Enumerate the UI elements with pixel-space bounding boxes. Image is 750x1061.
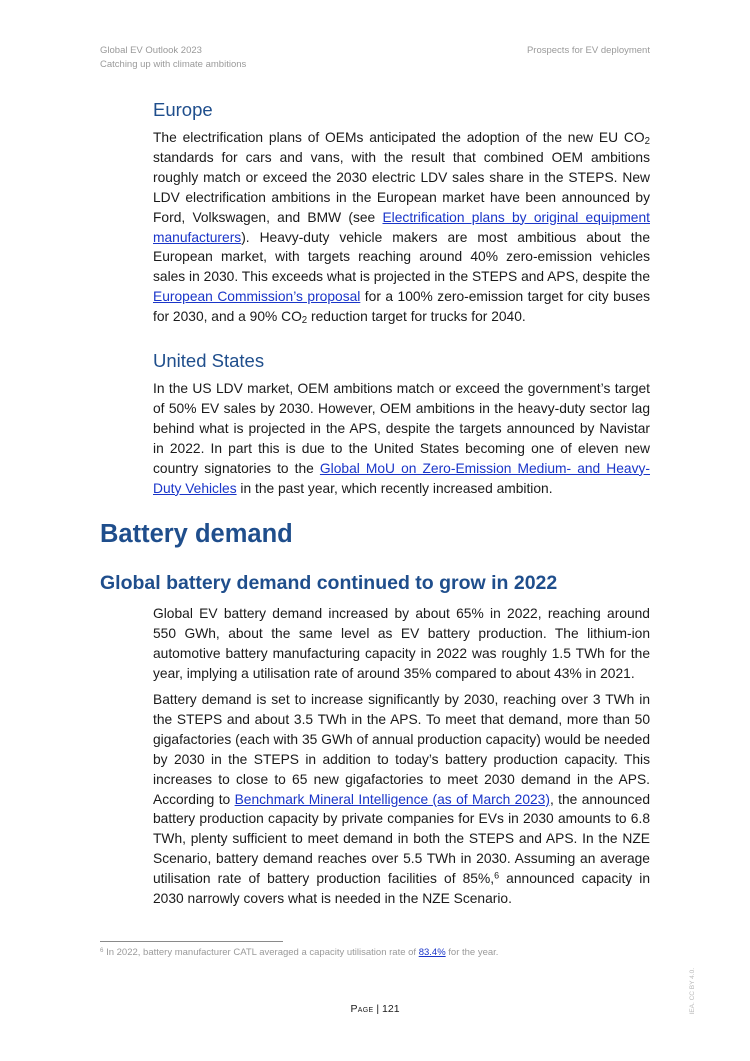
- section-title-europe: Europe: [153, 99, 213, 120]
- license-watermark: IEA. CC BY 4.0.: [689, 968, 696, 1015]
- subheading-global-battery-demand: Global battery demand continued to grow in 2022: [100, 572, 558, 594]
- footnote: $^6$ In 2022, battery manufacturer CATL averaged a capacity utilisation rate of 83.4% for the year.: [100, 946, 499, 958]
- link-catl-utilisation[interactable]: 83.4%: [418, 947, 446, 958]
- footnote-marker: 6: [100, 946, 104, 954]
- link-benchmark-mineral-intelligence[interactable]: Benchmark Mineral Intelligence (as of March 2023): [234, 791, 550, 807]
- paragraph-battery-2: Battery demand is set to increase significantly by 2030, reaching over 3 TWh in the STEPS and about 3.5 TWh in the APS. To meet that demand, more than 50 gigafactories (each with 35 GWh of annual production capacity) would be needed by 2030 in the STEPS in addition to today’s battery production capacity. This increases to close to 65 new gigafactories to meet 2030 demand in the APS. According to Benchmark Mineral Intelligence (as of March 2023), the announced battery production capacity by private companies for EVs in 2030 amounts to 6.8 TWh, plenty sufficient to meet demand in both the STEPS and APS. In the NZE Scenario, battery demand reaches over 5.5 TWh in 2030. Assuming an average utilisation rate of battery production facilities of 85%,$^6$ announced capacity in 2030 narrowly covers what is needed in the NZE Scenario.: [153, 692, 651, 907]
- link-european-commission-proposal[interactable]: European Commission’s proposal: [153, 289, 361, 305]
- paragraph-united-states: In the US LDV market, OEM ambitions match or exceed the government’s target of 50% EV sales by 2030. However, OEM ambitions in the heavy-duty sector lag behind what is projected in the APS, despite the targets announced by Navistar in 2022. In part this is due to the United States becoming one of eleven new country signatories to the Global MoU on Zero-Emission Medium- and Heavy-Duty Vehicles in the past year, which recently increased ambition.: [153, 381, 650, 496]
- running-header-section: Prospects for EV deployment: [526, 45, 650, 56]
- paragraph-europe: The electrification plans of OEMs anticipated the adoption of the new EU $CO_2$ standards for cars and vans, with the result that combined OEM ambitions roughly match or exceed the 2030 electric LDV sales share in the STEPS. New LDV electrification ambitions in the European market have been announced by Ford, Volkswagen, and BMW (see Electrification plans by original equipment manufacturers). Heavy-duty vehicle makers are most ambitious about the European market, with targets reaching around 40% zero-emission vehicles sales in 2030. This exceeds what is projected in the STEPS and APS, despite the European Commission’s proposal for a 100% zero-emission target for city buses for 2030, and a 90% $CO_2$ reduction target for trucks for 2040.: [153, 130, 650, 327]
- footnote-separator: [100, 941, 283, 942]
- footnote-reference[interactable]: 6: [494, 870, 500, 881]
- link-global-mou[interactable]: Global MoU on Zero-Emission Medium- and Heavy-Duty Vehicles: [153, 460, 650, 496]
- page-number: 121: [382, 1003, 400, 1015]
- page-footer: Page | 121: [350, 1003, 400, 1015]
- running-header-left: [100, 44, 246, 72]
- heading-battery-demand: Battery demand: [100, 520, 293, 548]
- document-title: Global EV Outlook 2023: [100, 45, 202, 56]
- section-title-united-states: United States: [153, 350, 265, 371]
- document-subtitle: Catching up with climate ambitions: [100, 59, 247, 70]
- link-electrification-plans[interactable]: Electrification plans by original equipment manufacturers: [153, 209, 650, 245]
- page-label: Page: [350, 1003, 374, 1015]
- paragraph-battery-1: Global EV battery demand increased by about 65% in 2022, reaching around 550 GWh, about the same level as EV battery production. The lithium-ion automotive battery manufacturing capacity in 2022 was roughly 1.5 TWh for the year, implying a utilisation rate of around 35% compared to about 43% in 2021.: [153, 606, 650, 681]
